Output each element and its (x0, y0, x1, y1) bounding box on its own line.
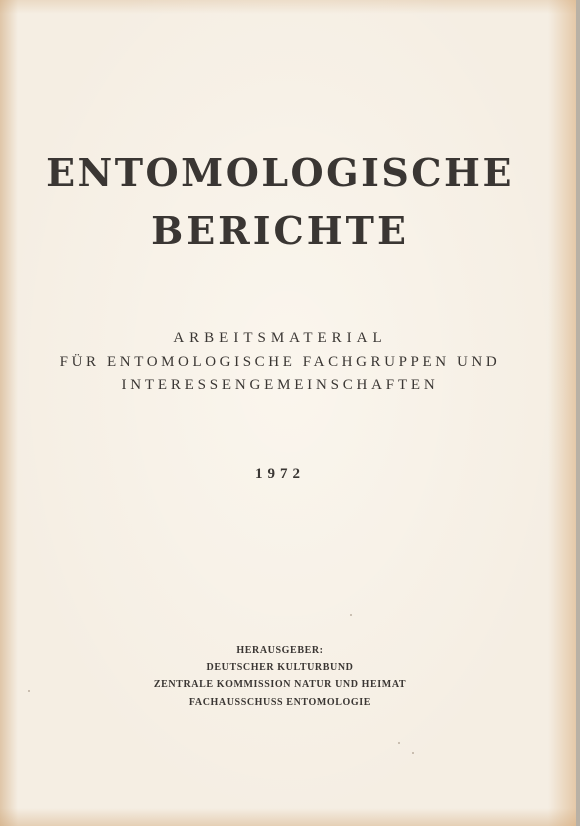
publisher-heading: HERAUSGEBER: (236, 645, 324, 656)
publication-year: 1972 (255, 466, 305, 482)
publisher-line-2: ZENTRALE KOMMISSION NATUR UND HEIMAT (153, 679, 407, 690)
subtitle-line-1: ARBEITSMATERIAL (173, 330, 387, 346)
paper-speck (412, 752, 414, 754)
paper-speck (28, 690, 30, 692)
journal-title-line-1: ENTOMOLOGISCHE (46, 150, 514, 195)
subtitle-line-3: INTERESSENGEMEINSCHAFTEN (121, 377, 439, 393)
subtitle-line-2: FÜR ENTOMOLOGISCHE FACHGRUPPEN UND (59, 354, 501, 370)
publisher-line-1: DEUTSCHER KULTURBUND (206, 662, 354, 673)
paper-speck (398, 742, 400, 744)
journal-title-line-2: BERICHTE (151, 208, 409, 253)
publisher-line-3: FACHAUSSCHUSS ENTOMOLOGIE (188, 697, 372, 708)
page-edge-shadow (576, 0, 580, 826)
paper-speck (350, 614, 352, 616)
